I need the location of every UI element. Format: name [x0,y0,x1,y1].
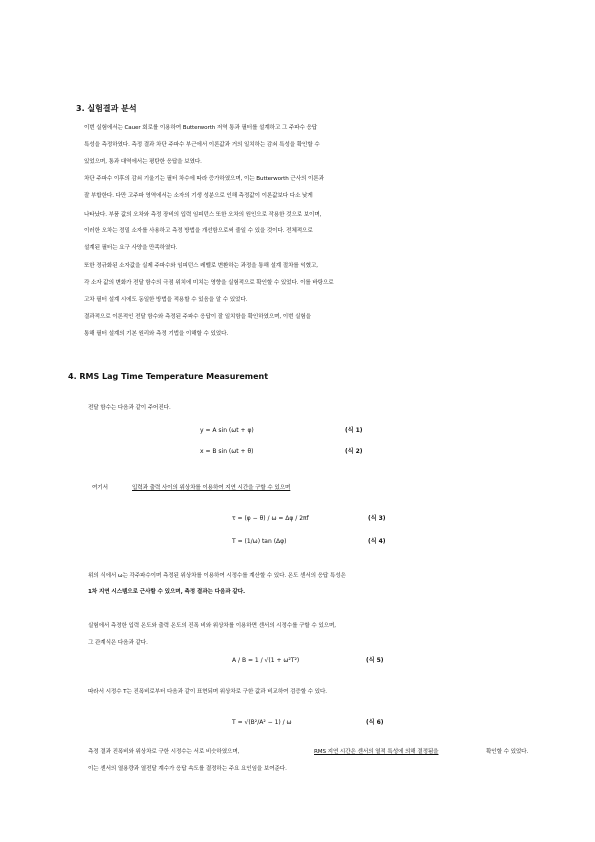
paragraph-line: 실험에서 측정한 입력 온도와 출력 온도의 진폭 비와 위상차를 이용하면 센서의 시정수를 구할 수 있으며, [88,623,336,629]
paragraph-line: 차단 주파수 이후의 감쇠 기울기는 필터 차수에 따라 증가하였으며, 이는 Butterworth 근사의 이론과 [84,176,324,182]
paragraph-line: 있었으며, 통과 대역에서는 평탄한 응답을 보였다. [84,159,202,165]
paragraph-line: 결과적으로 이론적인 전달 함수와 측정된 주파수 응답이 잘 일치함을 확인하였으며, 이번 실험을 [84,314,311,320]
equation-6-number: (식 6) [366,719,384,726]
equation-5-number: (식 5) [366,657,384,664]
paragraph-line: 여기서 [92,485,108,491]
paragraph-line: 특성을 측정하였다. 측정 결과 차단 주파수 부근에서 이론값과 거의 일치하는 감쇠 특성을 확인할 수 [84,142,320,148]
paragraph-line: 또한 정규화된 소자값을 실제 주파수와 임피던스 레벨로 변환하는 과정을 통해 설계 절차를 익혔고, [84,263,318,269]
paragraph-line: 측정 결과 진폭비와 위상차로 구한 시정수는 서로 비슷하였으며, [88,749,240,755]
equation-6: T = √(B²/A² − 1) / ω [232,719,292,726]
paragraph-line: 전달 함수는 다음과 같이 주어진다. [88,405,171,411]
section-4-heading: 4. RMS Lag Time Temperature Measurement [68,372,269,381]
equation-4-number: (식 4) [368,538,386,545]
section-3-heading: 3. 실험결과 분석 [76,104,137,113]
equation-2: x = B sin (ωt + θ) [200,448,254,455]
paragraph-line: 나타났다. 부품 값의 오차와 측정 장비의 입력 임피던스 또한 오차의 원인으로 작용한 것으로 보이며, [84,212,322,218]
underlined-text: RMS 지연 시간은 센서의 열적 특성에 의해 결정됨을 [314,749,439,755]
equation-1-number: (식 1) [345,427,363,434]
equation-2-number: (식 2) [345,448,363,455]
paragraph-line: 그 관계식은 다음과 같다. [88,640,148,646]
paragraph-line: 1차 지연 시스템으로 근사할 수 있으며, 측정 결과는 다음과 같다. [88,589,246,595]
paragraph-line: 고차 필터 설계 시에도 동일한 방법을 적용할 수 있음을 알 수 있었다. [84,297,248,303]
equation-3: τ = (φ − θ) / ω = Δφ / 2πf [232,515,309,522]
paragraph-line: 따라서 시정수 T는 진폭비로부터 다음과 같이 표현되며 위상차로 구한 값과 비교하여 검증할 수 있다. [88,689,327,695]
paragraph-line: 통해 필터 설계의 기본 원리와 측정 기법을 이해할 수 있었다. [84,331,229,337]
paragraph-line: 각 소자 값의 변화가 전달 함수의 극점 위치에 미치는 영향을 실험적으로 확인할 수 있었다. 이를 바탕으로 [84,280,334,286]
paragraph-line: 이번 실험에서는 Cauer 회로를 이용하여 Butterworth 저역 통과 필터를 설계하고 그 주파수 응답 [84,125,318,131]
paragraph-line: 이는 센서의 열용량과 열전달 계수가 응답 속도를 결정하는 주요 요인임을 보여준다. [88,766,287,772]
equation-5: A / B = 1 / √(1 + ω²T²) [232,657,300,664]
paragraph-line: 확인할 수 있었다. [486,749,529,755]
paragraph-line: 설계된 필터는 요구 사양을 만족하였다. [84,245,178,251]
equation-3-number: (식 3) [368,515,386,522]
equation-4: T = (1/ω) tan (Δφ) [232,538,287,545]
paragraph-line: 이러한 오차는 정밀 소자를 사용하고 측정 방법을 개선함으로써 줄일 수 있을 것이다. 전체적으로 [84,228,313,234]
equation-1: y = A sin (ωt + φ) [200,427,254,434]
paragraph-line: 위의 식에서 ω는 각주파수이며 측정된 위상차를 이용하여 시정수를 계산할 수 있다. 온도 센서의 응답 특성은 [88,573,346,579]
underlined-text: 입력과 출력 사이의 위상차를 이용하여 지연 시간을 구할 수 있으며 [132,485,291,491]
paragraph-line: 잘 부합한다. 다만 고주파 영역에서는 소자의 기생 성분으로 인해 측정값이 이론값보다 다소 낮게 [84,193,313,199]
